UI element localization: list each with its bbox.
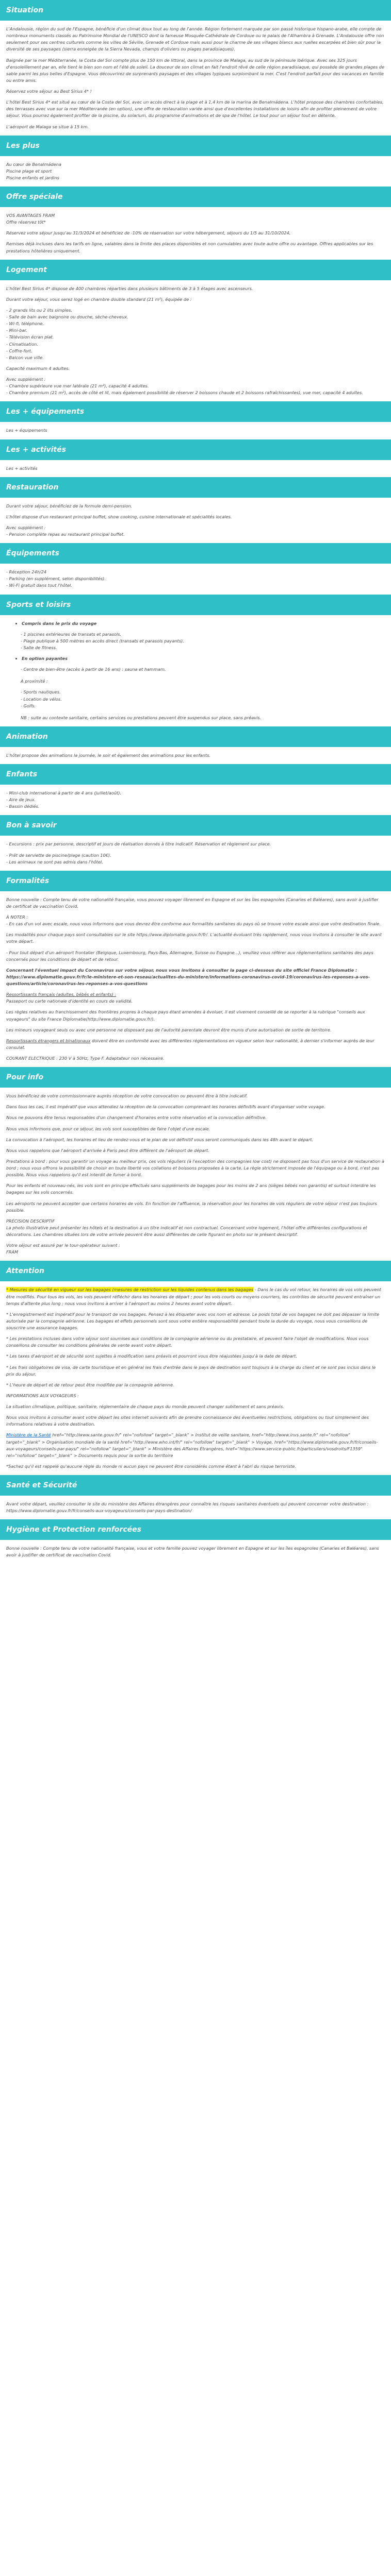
section-title-attention: Attention bbox=[0, 1261, 391, 1281]
paragraph: Les règles relatives au franchissement des frontières propres à chaque pays étant amenées à évoluer, il est vivement conseillé de se reporter à la rubrique "conseils aux voyageurs" du site France Diplomatie(http://www.diplomatie.gouv.fr/). bbox=[6, 1009, 365, 1022]
paragraph: Les + activités bbox=[6, 465, 38, 471]
section-bon-a-savoir bbox=[0, 815, 391, 870]
paragraph: Avec supplément : - Pension complète repas au restaurant principal buffet. bbox=[6, 524, 125, 537]
list-item: - Réception 24h/24 bbox=[6, 569, 47, 575]
paragraph: Durant votre séjour, bénéficiez de la formule demi-pension. bbox=[6, 503, 133, 509]
paragraph-text: href="http://www.sante.gouv.fr/" rel="nofollow" target="_blank" > Institut de veille sanitaire, href="http://www.invs.sante.fr" rel="nofollow" target="_blank" > Organisation mondiale de la santé href="http://www.who.int/fr/" rel="nofollow" target="_blank" > Voyage, href="https://www.diplomatie.gouv.fr/fr/conseils-aux-voyageurs/conseils-par-pays/" rel="nofollow" target="_blank" > Ministère des Affaires Étrangères, href="https://www.service-public.fr/particuliers/vosdroits/F1359" rel="nofollow" target="_blank" > Documents requis pour la sortie du territoire bbox=[6, 1432, 378, 1458]
section-title-situation: Situation bbox=[0, 0, 391, 21]
paragraph: Les mineurs voyageant seuls ou avec une personne ne disposant pas de l'autorité parentale devront être munis d'une autorisation de sortie de territoire. bbox=[6, 1027, 332, 1032]
section-les-plus bbox=[0, 135, 391, 187]
list-heading: • En option payantes bbox=[22, 655, 385, 662]
paragraph: Nous vous informons que, pour ce séjour, les vols sont susceptibles de faire l'objet d'une escale. bbox=[6, 1126, 210, 1131]
paragraph: A proximité : bbox=[21, 679, 48, 684]
paragraph: L'hôtel Best Sirius 4* est situé au cœur de la Costa del Sol, avec un accès direct à la plage et à 1,4 km de la marina de Benalmádena. L'hôtel propose des chambres confortables, des terrasses avec vue sur la mer Méditerranée (en option), une offre de restauration variée ainsi que d'excellentes installations de loisirs afin de profiter pleinement de votre séjour. Vous pourrez également profiter de la piscine, du solarium, du programme d'animations et de spa de l'hôtel. Le tout pour un séjour tout en détente. bbox=[6, 99, 384, 118]
paragraph: - Excursions : prix par personne, descriptif et jours de réalisation donnés à titre indicatif. Réservation et règlement sur place. bbox=[6, 841, 271, 847]
paragraph: L'aéroport de Malaga se situe à 15 km. bbox=[6, 124, 89, 129]
list-item: - Mini-bar. bbox=[6, 328, 27, 333]
paragraph: Les modalités pour chaque pays sont consultables sur le site https://www.diplomatie.gouv.fr/fr/. L'actualité évoluant très rapidement, nous vous invitons à consulter le site avant votre départ. bbox=[6, 932, 382, 944]
list-item: - Plage publique à 500 mètres en accès direct (transats et parasols payants). bbox=[21, 638, 184, 643]
section-title-offre: Offre spéciale bbox=[0, 187, 391, 207]
highlighted-text: * Mesures de sécurité en vigueur sur les bagages (mesures de restriction sur les liquides contenus dans les bagages bbox=[6, 1287, 254, 1293]
paragraph: Dans tous les cas, il est impératif que vous attendiez la réception de la convocation comprenant les horaires définitifs avant d'organiser votre voyage. bbox=[6, 1104, 325, 1110]
paragraph: Prestations à bord : pour vous garantir un voyage au meilleur prix, ces vols réguliers (à l'exception des compagnies low cost) ne disposent pas tous d'un service de restauration à bord ; nous vous offrons la possibilité de choisir en toute liberté vos collations et boissons proposées à la carte. La règle strictement imposée de l'équipage ou à bord, n'est pas possible. Nous vous rappelons qu'il est interdit de fumer à bord. bbox=[6, 1158, 384, 1178]
ministere-sante-link[interactable]: Ministère de la Santé bbox=[6, 1432, 51, 1438]
paragraph bbox=[6, 1432, 385, 1459]
paragraph: Les + équipements bbox=[6, 428, 47, 433]
section-formalites bbox=[0, 871, 391, 1067]
paragraph: * Les prestations incluses dans votre séjour sont soumises aux conditions de la compagnie aérienne ou du prestataire, et peuvent faire l'objet de modifications. Nous vous conseillons de consulter les conditions générales de vente avant votre départ. bbox=[6, 1336, 369, 1348]
list-item: - Location de vélos. bbox=[21, 696, 62, 702]
section-situation bbox=[0, 0, 391, 135]
section-title-equipements: Équipements bbox=[0, 543, 391, 564]
paragraph: Passeport ou carte nationale d'identité en cours de validité. bbox=[6, 998, 133, 1004]
paragraph: Les aéroports ne peuvent accepter que certains horaires de vols. En fonction de l'affluence, la réservation pour les horaires de vols réguliers de votre séjour n'est pas toujours possible. bbox=[6, 1200, 377, 1213]
section-sante-securite bbox=[0, 1475, 391, 1519]
section-title-restauration: Restauration bbox=[0, 477, 391, 498]
paragraph: Avant votre départ, veuillez consulter le site du ministère des Affaires étrangères pour connaître les risques sanitaires éventuels qui peuvent concerner votre destination : https://www.diplomatie.gouv.fr/fr/conseils-aux-voyageurs/conseils-par-pays-destination/ bbox=[6, 1501, 369, 1514]
paragraph: FRAM bbox=[6, 1249, 19, 1255]
paragraph: INFORMATIONS AUX VOYAGEURS : bbox=[6, 1393, 79, 1398]
paragraph: NB : suite au contexte sanitaire, certains services ou prestations peuvent être suspendus sur place, sans préavis. bbox=[21, 715, 262, 720]
paragraph: Nous vous invitons à consulter avant votre départ les sites internet suivants afin de prendre connaissance des éventuelles restrictions, obligations ou tout simplement des informations relatives à votre destination. bbox=[6, 1415, 369, 1427]
list-item: - Mini-club international à partir de 4 ans (juillet/août). bbox=[6, 790, 122, 795]
paragraph: *Sachez qu'il est rappelé qu'aucune règle du monde ni aucun pays ne peuvent être considérés comme étant à l'abri du risque terroriste. bbox=[6, 1463, 296, 1469]
section-les-plus-equipements bbox=[0, 401, 391, 439]
list-item: - Wi-fi, téléphone. bbox=[6, 321, 44, 327]
paragraph: Nous ne pouvons être tenus responsables d'un changement d'horaires entre votre réservation et la convocation définitive. bbox=[6, 1115, 267, 1121]
paragraph: La convocation à l'aéroport, les horaires et lieu de rendez-vous et le plan de vol définitif vous seront communiqués dans les 48h avant le départ. bbox=[6, 1137, 314, 1142]
paragraph: Votre séjour est assuré par le tour-opérateur suivant : bbox=[6, 1243, 120, 1248]
section-title-bon-a-savoir: Bon à savoir bbox=[0, 815, 391, 836]
paragraph: Réservez votre séjour jusqu'au 31/3/2024 et bénéficiez de -10% de réservation sur votre hébergement, séjours du 1/5 au 31/10/2024. bbox=[6, 230, 291, 236]
paragraph: Durant votre séjour, vous serez logé en chambre double standard (21 m²), équipée de : bbox=[6, 296, 192, 302]
list-item: - Centre de bien-être (accès à partir de 16 ans) : sauna et hammam. bbox=[21, 667, 166, 672]
list-item: - Coffre-fort. bbox=[6, 348, 32, 353]
paragraph: L'Andalousie, région du sud de l'Espagne, bénéficie d'un climat doux tout au long de l'année. Région fortement marquée par son passé historique hispano-arabe, elle compte de nombreux monuments classés au Patrimoine Mondial de l'UNESCO dont la fameuse Mosquée-Cathédrale de Cordoue ou le palais de l'Alhambra à Grenade. L'Andalousie offre non seulement pour ses centres culturels comme les villes de Séville, Grenade et Cordoue mais aussi pour le charme de ses villages blancs aux ruelles escarpées et bien sûr pour la diversité de ses paysages (sierra enneigée de la Sierra Nevada, champs d'oliviers ou plages paradisiaques). bbox=[6, 26, 384, 52]
paragraph: Ressortissants français (adultes, bébés et enfants) : bbox=[6, 992, 117, 997]
paragraph: Capacité maximum 4 adultes. bbox=[6, 365, 70, 371]
paragraph: - Pour tout départ d'un aéroport frontalier (Belgique, Luxembourg, Pays-Bas, Allemagne, Suisse ou Espagne...), veuillez vous référer aux réglementations sanitaires des pays concernés pour les conditions de départ et de retour. bbox=[6, 950, 373, 962]
paragraph: Offre réservez tôt* bbox=[6, 219, 46, 225]
list-item: - Wi-Fi gratuit dans tout l'hôtel. bbox=[6, 583, 72, 588]
section-title-enfants: Enfants bbox=[0, 764, 391, 785]
section-title-plus-equipements: Les + équipements bbox=[0, 401, 391, 422]
section-logement bbox=[0, 260, 391, 402]
paragraph: PRÉCISION DESCRIPTIF bbox=[6, 1218, 55, 1224]
paragraph: La photo illustrative peut présenter les hôtels et la destination à un titre indicatif et non contractuel. Concernant votre logement, l'hôtel offre différentes configurations et décorations. Les chambres situées lors de votre arrivée peuvent être aussi différentes de celle figurant en photo sur le présent descriptif. bbox=[6, 1225, 367, 1237]
paragraph: L'hôtel propose des animations la journée, le soir et également des animations pour les enfants. bbox=[6, 752, 211, 758]
paragraph: L'hôtel Best Sirius 4* dispose de 400 chambres réparties dans plusieurs bâtiments de 3 à 5 étages avec ascenseurs. bbox=[6, 285, 253, 291]
list-item: - Salle de fitness. bbox=[21, 645, 57, 650]
section-title-hygiene: Hygiène et Protection renforcées bbox=[0, 1519, 391, 1540]
section-title-formalites: Formalités bbox=[0, 871, 391, 891]
list-item: - Aire de jeux. bbox=[6, 797, 36, 803]
paragraph: Vous bénéficiez de votre commissionnaire auprès réception de votre convocation ou peuvent être à titre indicatif. bbox=[6, 1093, 248, 1099]
list-item: - Climatisation. bbox=[6, 341, 38, 347]
section-title-logement: Logement bbox=[0, 260, 391, 280]
paragraph: Réservez votre séjour au Best Sirius 4* ! bbox=[6, 89, 92, 94]
list-item: - Sports nautiques. bbox=[21, 689, 61, 695]
section-hygiene bbox=[0, 1519, 391, 1564]
list-item: Piscine plage et sport bbox=[6, 168, 52, 174]
list-item: - Parking (en supplément, selon disponibilités). bbox=[6, 576, 106, 582]
paragraph: Pour les enfants et nouveau-nés, les vols sont en principe effectués sans suppléments de bagages pour les moins de 2 ans (sièges bébés non garantis) et surtout interdire les bagages sur les vols concernés. bbox=[6, 1183, 376, 1195]
section-offre-speciale bbox=[0, 187, 391, 260]
paragraph-text: doivent être en conformité avec les différentes réglementations en vigueur selon leur nationalité, à dernier s'informer auprès de leur consulat. bbox=[6, 1038, 374, 1050]
list-heading: • Compris dans le prix du voyage bbox=[22, 620, 385, 627]
paragraph: VOS AVANTAGES FRAM bbox=[6, 213, 55, 218]
highlighted-text: Ressortissants étrangers et binationaux bbox=[6, 1038, 91, 1043]
section-attention bbox=[0, 1261, 391, 1475]
paragraph: Bonne nouvelle : Compte tenu de votre nationalité française, vous et votre famille pouvez voyager librement en Espagne et sur les îles espagnoles (Canaries et Baléares), sans avoir à justifier de certificat de vaccination Covid. bbox=[6, 1546, 379, 1558]
list-item: - Golfs. bbox=[21, 703, 36, 708]
paragraph: Nous vous rappelons que l'aéroport d'arrivée à Paris peut être différent de l'aéroport de départ. bbox=[6, 1147, 209, 1153]
paragraph: À NOTER : bbox=[6, 914, 28, 920]
list-item: - Prêt de serviette de piscine/plage (caution 10€). bbox=[6, 852, 111, 858]
paragraph: L'hôtel dispose d'un restaurant principal buffet, show cooking, cuisine internationale et spécialités locales. bbox=[6, 514, 232, 519]
section-equipements bbox=[0, 543, 391, 594]
paragraph: La situation climatique, politique, sanitaire, réglementaire de chaque pays du monde peuvent changer subitement et sans préavis. bbox=[6, 1404, 284, 1409]
section-pour-info bbox=[0, 1067, 391, 1261]
paragraph bbox=[6, 1286, 385, 1307]
section-title-animation: Animation bbox=[0, 726, 391, 747]
list-item: Au cœur de Benalmádena bbox=[6, 161, 61, 167]
paragraph: Concernant l'éventuel impact du Coronavirus sur votre séjour, nous vous invitons à consulter la page ci-dessous du site officiel France Diplomatie : https://www.diplomatie.gouv.fr/fr/le-ministere-et-son-reseau/actualites-du-ministere/informations-coronavirus-covid-19/coronavirus-les-reponses-a-vos-questions/article/coronavirus-les-reponses-a-vos-questions bbox=[6, 967, 370, 986]
list-item: Piscine enfants et jardins bbox=[6, 175, 59, 180]
list-item: - 2 grands lits ou 2 lits simples. bbox=[6, 307, 72, 313]
list-item: - Les animaux ne sont pas admis dans l'hôtel. bbox=[6, 859, 103, 865]
paragraph bbox=[6, 1038, 385, 1051]
section-sports-loisirs bbox=[0, 595, 391, 726]
section-title-sports: Sports et loisirs bbox=[0, 595, 391, 615]
section-title-plus-activites: Les + activités bbox=[0, 439, 391, 460]
list-item: - 1 piscines extérieures de transats et parasols. bbox=[21, 631, 122, 637]
section-title-les-plus: Les plus bbox=[0, 135, 391, 156]
list-item: - Télévision écran plat. bbox=[6, 334, 54, 340]
section-les-plus-activites bbox=[0, 439, 391, 477]
paragraph: Avec supplément : - Chambre supérieure vue mer latérale (21 m²), capacité 4 adultes. - Chambre premium (21 m²), accès de côté et lit, mais également possibilité de réserver 2 boissons chaude et 2 boissons rafraîchissantes), vue mer, capacité 4 adultes. bbox=[6, 377, 363, 396]
paragraph: * L'enregistrement est impératif pour le transport de vos bagages. Pensez à les étiqueter avec vos nom et adresse. Le poids total de vos bagages ne doit pas dépasser la limite autorisée par la compagnie aérienne. Les bagages et effets personnels sont sous votre entière responsabilité pendant toute la durée du voyage, nous vous conseillons de souscrire une assurance bagages. bbox=[6, 1311, 380, 1330]
list-item: - Salle de bain avec baignoire ou douche, sèche-cheveux. bbox=[6, 314, 128, 319]
paragraph: COURANT ELECTRIQUE : 230 V à 50Hz, Type F. Adaptateur non nécessaire. bbox=[6, 1056, 165, 1061]
section-restauration bbox=[0, 477, 391, 544]
paragraph: * L'heure de départ et de retour peut être modifiée par la compagnie aérienne. bbox=[6, 1382, 174, 1387]
section-title-sante: Santé et Sécurité bbox=[0, 1475, 391, 1496]
paragraph-text: - Dans le cas du vol retour, les horaires de vos vols peuvent être modifiés. Pour tous les vols, les vols peuvent réfléchir dans les horaires de départ ; pour les vols courts ou moyens courriers, les contrôles de sécurité peuvent entraîner un temps d'attente plus long ; nous vous invitons à arriver à l'aéroport au moins 2 heures avant votre départ. bbox=[6, 1287, 381, 1306]
list-item: - Balcon vue ville. bbox=[6, 354, 44, 360]
paragraph: Bonne nouvelle : Compte tenu de votre nationalité française, vous pouvez voyager librement en Espagne et sur les îles espagnoles (Canaries et Baléares), sans avoir à justifier de certificat de vaccination Covid. bbox=[6, 896, 379, 909]
section-title-pour-info: Pour info bbox=[0, 1067, 391, 1088]
section-animation bbox=[0, 726, 391, 764]
paragraph: * Les frais obligatoires de visa, de carte touristique et en général les frais d'entrée dans le pays de destination sont toujours à la charge du client et ne sont pas inclus dans le prix du séjour. bbox=[6, 1364, 376, 1377]
paragraph: Remises déjà incluses dans les tarifs en ligne, valables dans la limite des places disponibles et non cumulables avec toute autre offre ou avantage. Offres applicables sur les prestations hôtelières uniquement. bbox=[6, 241, 373, 253]
paragraph: * Les taxes d'aéroport et de sécurité sont sujettes à modification sans préavis et pourront vous être réajustées jusqu'à la date de départ. bbox=[6, 1353, 297, 1359]
paragraph: - En cas d'un vol avec escale, nous vous informons que vous devrez être conforme aux formalités sanitaires du pays où se trouve votre escale ainsi que votre destination finale. bbox=[6, 921, 381, 927]
section-enfants bbox=[0, 764, 391, 815]
list-item: - Bassin dédiés. bbox=[6, 804, 40, 809]
paragraph: Baignée par la mer Méditerranée, la Costa del Sol compte plus de 150 km de littoral, dans la province de Malaga, au sud de la péninsule ibérique. Avec ses 325 jours d'ensoleillement par an, elle tient le bien son nom et l'été de soleil. La douceur de son climat en fait l'endroit rêvé de celle région paradisiaque, qui possède de grandes plages de sable parmi les plus belles d'Espagne. Vous découvrirez de surprenants paysages et des villages typiques surplombant la mer. C'est l'endroit parfait pour des vacances en famille ou entre amis. bbox=[6, 57, 385, 83]
